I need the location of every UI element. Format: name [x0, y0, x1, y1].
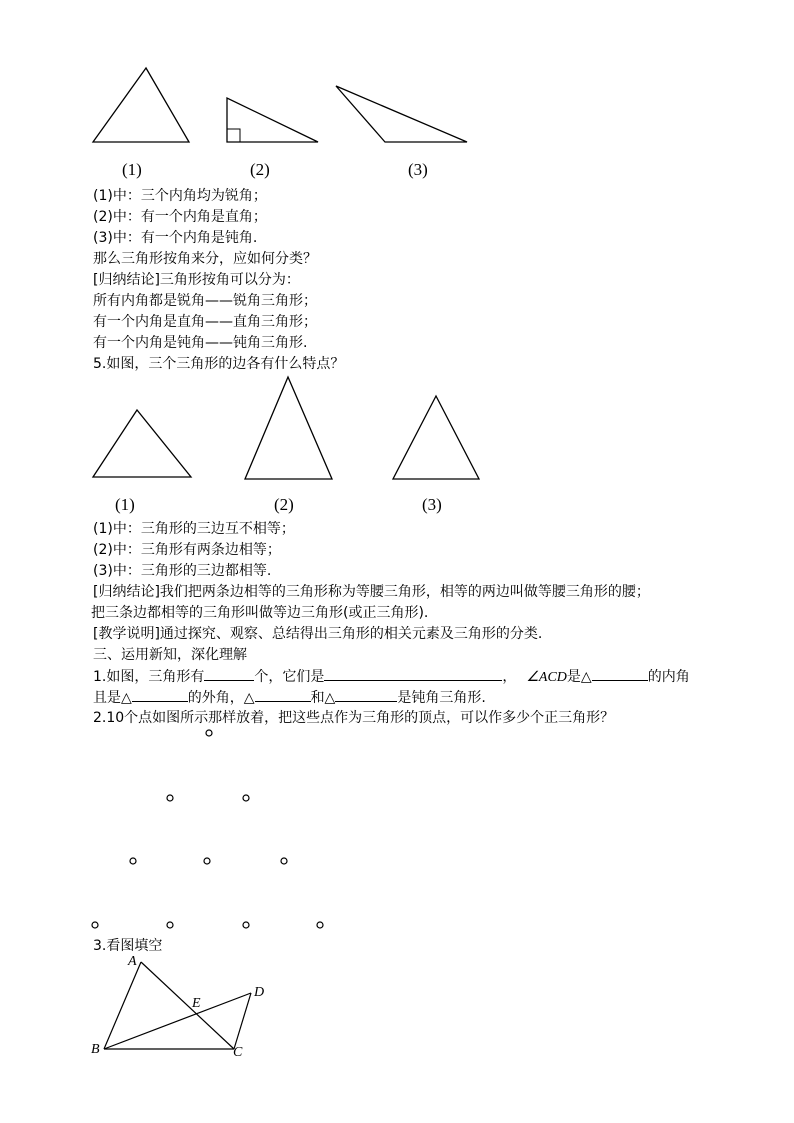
exercise-1-text-b: 个，它们是	[254, 669, 325, 685]
exercise-1-text-g: 的外角，△	[187, 690, 255, 706]
side-caption-3: (3)	[422, 495, 442, 514]
side-note-3: (3)中：三角形的三边都相等.	[93, 563, 272, 579]
angle-conclusion-item-2: 有一个内角是直角——直角三角形；	[93, 314, 317, 330]
side-conclusion-line-1: [归纳结论]我们把两条边相等的三角形称为等腰三角形，相等的两边叫做等腰三角形的腰；	[93, 584, 650, 600]
exercise-1-text-d: 是△	[566, 669, 592, 685]
teaching-note: [教学说明]通过探究、观察、总结得出三角形的相关元素及三角形的分类.	[93, 626, 543, 642]
question-5: 5.如图，三个三角形的边各有什么特点？	[93, 356, 345, 372]
angle-conclusion-item-1: 所有内角都是锐角——锐角三角形；	[93, 293, 317, 309]
section-3-heading: 三、运用新知，深化理解	[93, 647, 247, 663]
angle-conclusion-item-3: 有一个内角是钝角——钝角三角形.	[93, 335, 308, 351]
angle-question: 那么三角形按角来分，应如何分类？	[93, 251, 317, 267]
angle-acd-label: ∠ACD	[526, 670, 567, 685]
point-label-e: E	[192, 996, 201, 1011]
exercise-1-text-f: 且是△	[93, 690, 132, 706]
angle-note-2: (2)中：有一个内角是直角；	[93, 209, 267, 225]
side-note-1: (1)中：三角形的三边互不相等；	[93, 521, 295, 537]
point-label-d: D	[254, 985, 265, 1000]
angle-note-1: (1)中：三个内角均为锐角；	[93, 188, 267, 204]
exercise-2: 2.10个点如图所示那样放着，把这些点作为三角形的顶点，可以作多少个正三角形？	[93, 710, 615, 726]
angle-note-3: (3)中：有一个内角是钝角.	[93, 230, 258, 246]
angle-conclusion-title: [归纳结论]三角形按角可以分为：	[93, 272, 300, 288]
caption-3: (3)	[408, 160, 428, 179]
side-caption-2: (2)	[274, 495, 294, 514]
exercise-3: 3.看图填空	[93, 938, 163, 954]
exercise-1-text-c: ，	[502, 669, 517, 685]
exercise-1-text-i: 是钝角三角形.	[397, 690, 486, 706]
exercise-1-text-a: 1.如图，三角形有	[93, 669, 205, 685]
side-caption-1: (1)	[115, 495, 135, 514]
side-note-2: (2)中：三角形有两条边相等；	[93, 542, 281, 558]
exercise-1-text-h: 和△	[310, 690, 336, 706]
side-conclusion-line-2: 把三条边都相等的三角形叫做等边三角形(或正三角形).	[91, 605, 429, 621]
caption-1: (1)	[122, 160, 142, 179]
point-label-c: C	[233, 1045, 243, 1060]
point-label-b: B	[91, 1042, 100, 1057]
point-label-a: A	[128, 954, 137, 969]
caption-2: (2)	[250, 160, 270, 179]
exercise-1-text-e: 的内角	[647, 669, 690, 685]
